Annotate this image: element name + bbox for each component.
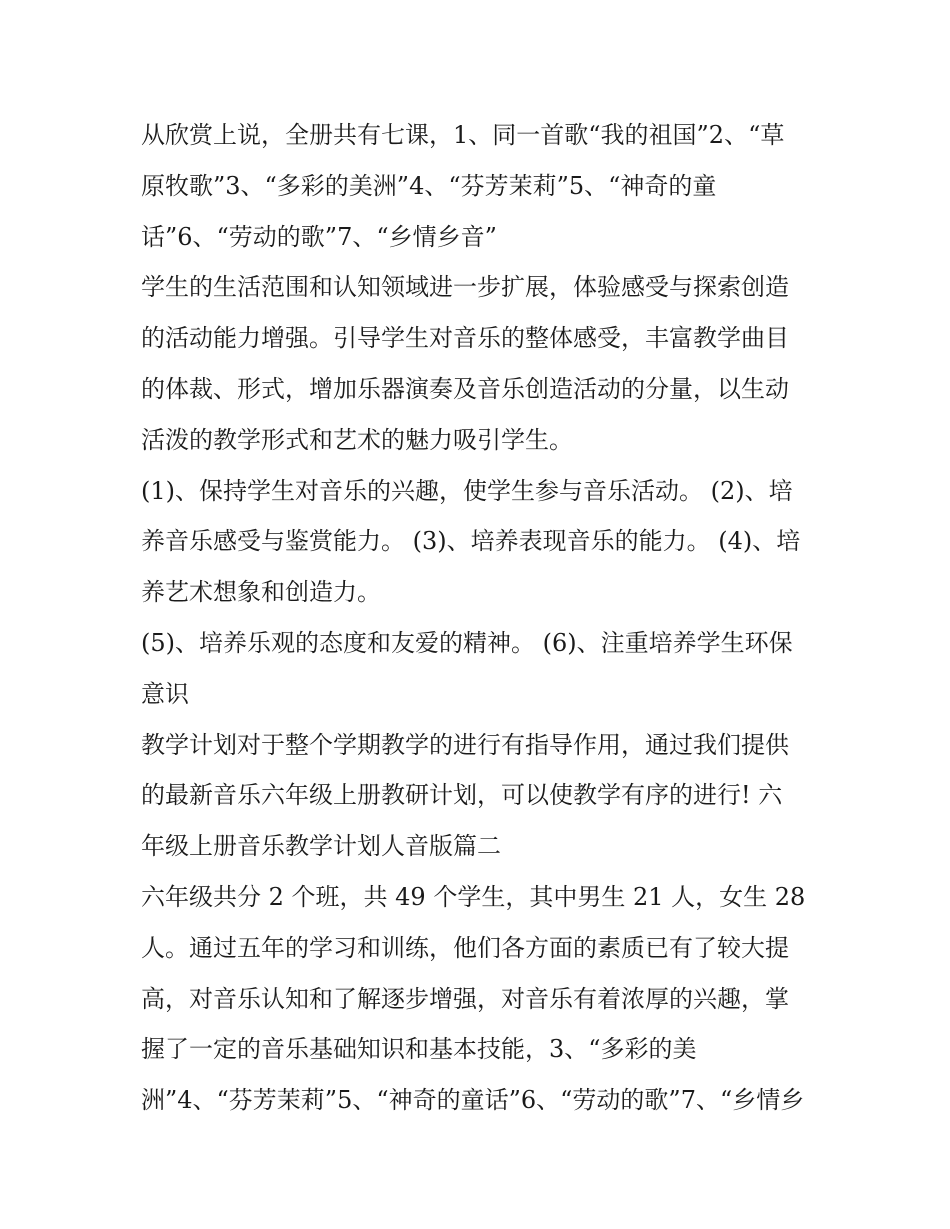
text-line: 的活动能力增强。引导学生对音乐的整体感受，丰富教学曲目 xyxy=(141,324,789,353)
text-line: 年级上册音乐教学计划人音版篇二 xyxy=(141,832,501,861)
text-line: 养音乐感受与鉴赏能力。 (3)、培养表现音乐的能力。 (4)、培 xyxy=(141,527,801,556)
text-line: 人。通过五年的学习和训练，他们各方面的素质已有了较大提 xyxy=(141,933,789,962)
text-line: 教学计划对于整个学期教学的进行有指导作用，通过我们提供 xyxy=(141,730,789,759)
text-line: 的最新音乐六年级上册教研计划，可以使教学有序的进行! 六 xyxy=(141,781,783,810)
text-line: (5)、培养乐观的态度和友爱的精神。 (6)、注重培养学生环保 xyxy=(141,628,793,657)
text-line: 活泼的教学形式和艺术的魅力吸引学生。 xyxy=(141,425,573,454)
text-line: 洲”4、“芬芳茉莉”5、“神奇的童话”6、“劳动的歌”7、“乡情乡 xyxy=(141,1086,805,1115)
text-line: 六年级共分 2 个班，共 49 个学生，其中男生 21 人，女生 28 xyxy=(141,882,806,911)
text-line: 养艺术想象和创造力。 xyxy=(141,578,381,607)
document-body xyxy=(141,110,813,1126)
text-line: 话”6、“劳动的歌”7、“乡情乡音” xyxy=(141,222,497,251)
text-line: (1)、保持学生对音乐的兴趣，使学生参与音乐活动。 (2)、培 xyxy=(141,476,793,505)
text-line: 学生的生活范围和认知领域进一步扩展，体验感受与探索创造 xyxy=(141,273,789,302)
text-line: 高，对音乐认知和了解逐步增强，对音乐有着浓厚的兴趣，掌 xyxy=(141,984,789,1013)
text-line: 原牧歌”3、“多彩的美洲”4、“芬芳茉莉”5、“神奇的童 xyxy=(141,171,717,200)
text-line: 的体裁、形式，增加乐器演奏及音乐创造活动的分量，以生动 xyxy=(141,374,789,403)
text-line: 从欣赏上说，全册共有七课，1、同一首歌“我的祖国”2、“草 xyxy=(141,121,785,149)
text-line: 握了一定的音乐基础知识和基本技能，3、“多彩的美 xyxy=(141,1035,697,1064)
text-line: 意识 xyxy=(141,679,189,708)
